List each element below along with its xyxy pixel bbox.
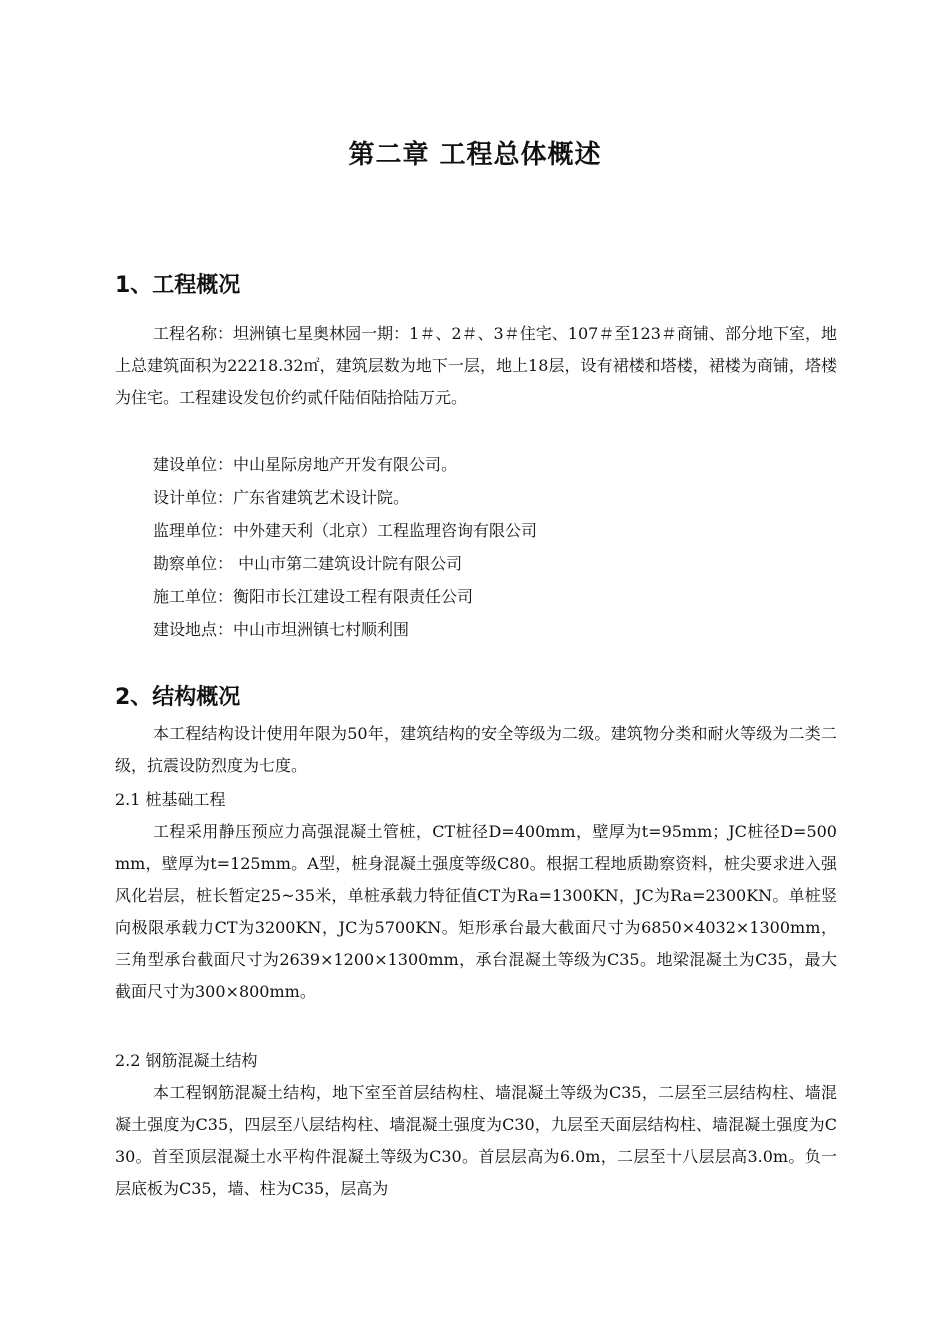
section-heading-overview: 1、工程概况 (115, 273, 241, 298)
structure-intro-paragraph: 本工程结构设计使用年限为50年，建筑结构的安全等级为二级。建筑物分类和耐火等级为二类二级，抗震设防烈度为七度。 (115, 724, 837, 775)
unit-line: 施工单位：衡阳市长江建设工程有限责任公司 (153, 587, 474, 606)
pile-foundation-paragraph: 工程采用静压预应力高强混凝土管桩，CT桩径D=400mm，壁厚为t=95mm；JC桩径D=500mm，壁厚为t=125mm。A型，桩身混凝土强度等级C80。根据工程地质勘察资料，桩尖要求进入强风化岩层，桩长暂定25~35米，单桩承载力特征值CT为Ra=1300KN，JC为Ra=2300KN。单桩竖向极限承载力CT为3200KN，JC为5700KN。矩形承台最大截面尺寸为6850×4032×1300mm，三角型承台截面尺寸为2639×1200×1300mm，承台混凝土等级为C35。地梁混凝土为C35，最大截面尺寸为300×800mm。 (115, 822, 837, 1001)
unit-line: 设计单位：广东省建筑艺术设计院。 (153, 488, 410, 507)
section-heading-structure: 2、结构概况 (115, 685, 241, 710)
unit-line: 建设地点：中山市坦洲镇七村顺利围 (153, 620, 410, 639)
subsection-title-concrete: 2.2 钢筋混凝土结构 (115, 1051, 258, 1070)
project-intro-paragraph: 工程名称：坦洲镇七星奥林园一期：1＃、2＃、3＃住宅、107＃至123＃商铺、部分地下室，地上总建筑面积为22218.32㎡，建筑层数为地下一层，地上18层，设有裙楼和塔楼，裙楼为商铺，塔楼为住宅。工程建设发包价约贰仟陆佰陆拾陆万元。 (115, 324, 837, 407)
chapter-title: 第二章 工程总体概述 (348, 140, 602, 170)
unit-line: 监理单位：中外建天利（北京）工程监理咨询有限公司 (153, 521, 538, 540)
unit-line: 建设单位：中山星际房地产开发有限公司。 (153, 455, 458, 474)
subsection-title-pile: 2.1 桩基础工程 (115, 790, 226, 809)
unit-line: 勘察单位： 中山市第二建筑设计院有限公司 (153, 554, 463, 573)
concrete-structure-paragraph: 本工程钢筋混凝土结构，地下室至首层结构柱、墙混凝土等级为C35，二层至三层结构柱、墙混凝土强度为C35，四层至八层结构柱、墙混凝土强度为C30，九层至天面层结构柱、墙混凝土强度为C30。首至顶层混凝土水平构件混凝土等级为C30。首层层高为6.0m，二层至十八层层高3.0m。负一层底板为C35，墙、柱为C35，层高为 (115, 1083, 837, 1198)
